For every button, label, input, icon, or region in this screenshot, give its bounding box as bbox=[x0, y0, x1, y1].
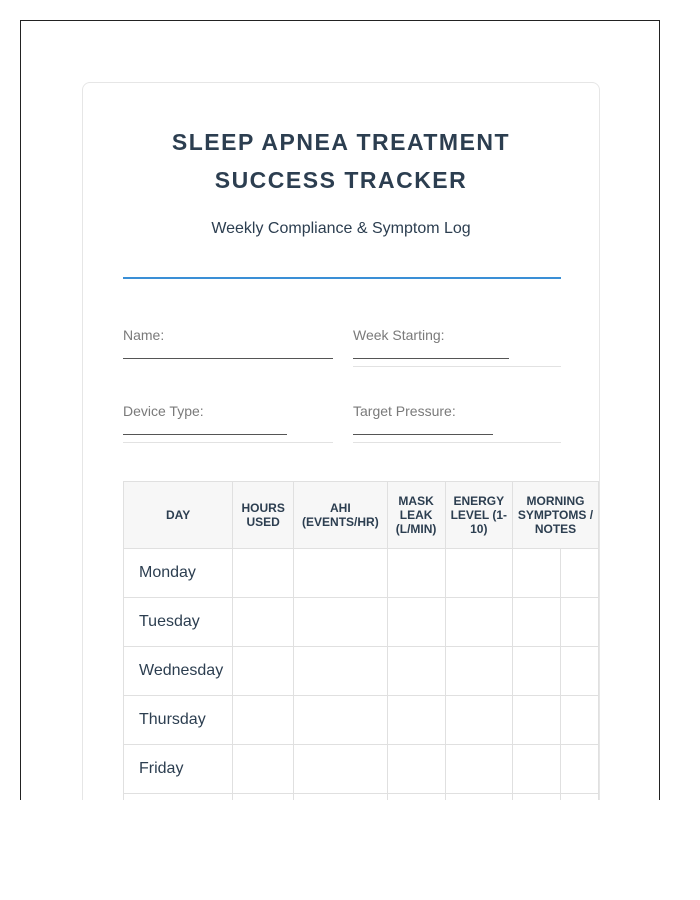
target-pressure-underline bbox=[353, 442, 561, 443]
day-cell: Monday bbox=[124, 549, 233, 598]
target-pressure-input-line[interactable] bbox=[353, 434, 493, 435]
hours-cell[interactable] bbox=[233, 598, 294, 647]
notes-cell-extra[interactable] bbox=[560, 647, 598, 696]
device-type-label: Device Type: bbox=[123, 403, 204, 419]
week-starting-label: Week Starting: bbox=[353, 327, 445, 343]
title-divider bbox=[123, 277, 561, 279]
notes-cell-extra[interactable] bbox=[560, 598, 598, 647]
target-pressure-label: Target Pressure: bbox=[353, 403, 456, 419]
device-type-underline bbox=[123, 442, 333, 443]
day-cell: Tuesday bbox=[124, 598, 233, 647]
leak-cell[interactable] bbox=[387, 647, 445, 696]
leak-cell[interactable] bbox=[387, 696, 445, 745]
leak-cell[interactable] bbox=[387, 745, 445, 794]
hours-cell[interactable] bbox=[233, 549, 294, 598]
ahi-cell[interactable] bbox=[294, 745, 387, 794]
ahi-cell[interactable] bbox=[294, 549, 387, 598]
hours-cell[interactable] bbox=[233, 794, 294, 801]
notes-cell-extra[interactable] bbox=[560, 745, 598, 794]
notes-cell-extra[interactable] bbox=[560, 696, 598, 745]
table-row bbox=[124, 745, 599, 794]
notes-cell[interactable] bbox=[512, 745, 560, 794]
header-day: DAY bbox=[124, 482, 233, 549]
notes-cell[interactable] bbox=[512, 647, 560, 696]
energy-cell[interactable] bbox=[445, 745, 512, 794]
weekly-log-table bbox=[123, 481, 599, 800]
notes-cell[interactable] bbox=[512, 794, 560, 801]
name-field[interactable] bbox=[123, 327, 331, 343]
header-ahi: AHI (EVENTS/HR) bbox=[294, 482, 387, 549]
week-starting-underline bbox=[353, 366, 561, 367]
ahi-cell[interactable] bbox=[294, 696, 387, 745]
tracker-card bbox=[82, 82, 600, 800]
week-starting-field[interactable] bbox=[353, 327, 561, 343]
table-header-row bbox=[124, 482, 599, 549]
device-type-field[interactable] bbox=[123, 403, 331, 419]
hours-cell[interactable] bbox=[233, 647, 294, 696]
notes-cell-extra[interactable] bbox=[560, 549, 598, 598]
table-row bbox=[124, 794, 599, 801]
header-morning-symptoms: MORNING SYMPTOMS / NOTES bbox=[512, 482, 598, 549]
day-cell bbox=[124, 794, 233, 801]
page-frame bbox=[20, 20, 660, 800]
target-pressure-field[interactable] bbox=[353, 403, 561, 419]
device-type-input-line[interactable] bbox=[123, 434, 287, 435]
energy-cell[interactable] bbox=[445, 598, 512, 647]
header-hours-used: HOURS USED bbox=[233, 482, 294, 549]
page-subtitle: Weekly Compliance & Symptom Log bbox=[211, 220, 471, 237]
page-title bbox=[83, 123, 599, 199]
leak-cell[interactable] bbox=[387, 794, 445, 801]
header-energy-level: ENERGY LEVEL (1-10) bbox=[445, 482, 512, 549]
leak-cell[interactable] bbox=[387, 549, 445, 598]
energy-cell[interactable] bbox=[445, 696, 512, 745]
week-starting-input-line[interactable] bbox=[353, 358, 509, 359]
name-label: Name: bbox=[123, 327, 165, 343]
notes-cell[interactable] bbox=[512, 696, 560, 745]
title-line-1: SLEEP APNEA TREATMENT bbox=[171, 129, 511, 155]
ahi-cell[interactable] bbox=[294, 647, 387, 696]
energy-cell[interactable] bbox=[445, 647, 512, 696]
name-input-line[interactable] bbox=[123, 358, 333, 359]
day-cell: Wednesday bbox=[124, 647, 233, 696]
energy-cell[interactable] bbox=[445, 549, 512, 598]
ahi-cell[interactable] bbox=[294, 598, 387, 647]
day-cell: Friday bbox=[124, 745, 233, 794]
hours-cell[interactable] bbox=[233, 696, 294, 745]
table-row bbox=[124, 647, 599, 696]
table-row bbox=[124, 549, 599, 598]
table-row bbox=[124, 696, 599, 745]
notes-cell-extra[interactable] bbox=[560, 794, 598, 801]
day-cell: Thursday bbox=[124, 696, 233, 745]
notes-cell[interactable] bbox=[512, 549, 560, 598]
table-row bbox=[124, 598, 599, 647]
energy-cell[interactable] bbox=[445, 794, 512, 801]
notes-cell[interactable] bbox=[512, 598, 560, 647]
hours-cell[interactable] bbox=[233, 745, 294, 794]
title-line-2: SUCCESS TRACKER bbox=[214, 167, 468, 193]
leak-cell[interactable] bbox=[387, 598, 445, 647]
header-mask-leak: MASK LEAK (L/MIN) bbox=[387, 482, 445, 549]
ahi-cell[interactable] bbox=[294, 794, 387, 801]
